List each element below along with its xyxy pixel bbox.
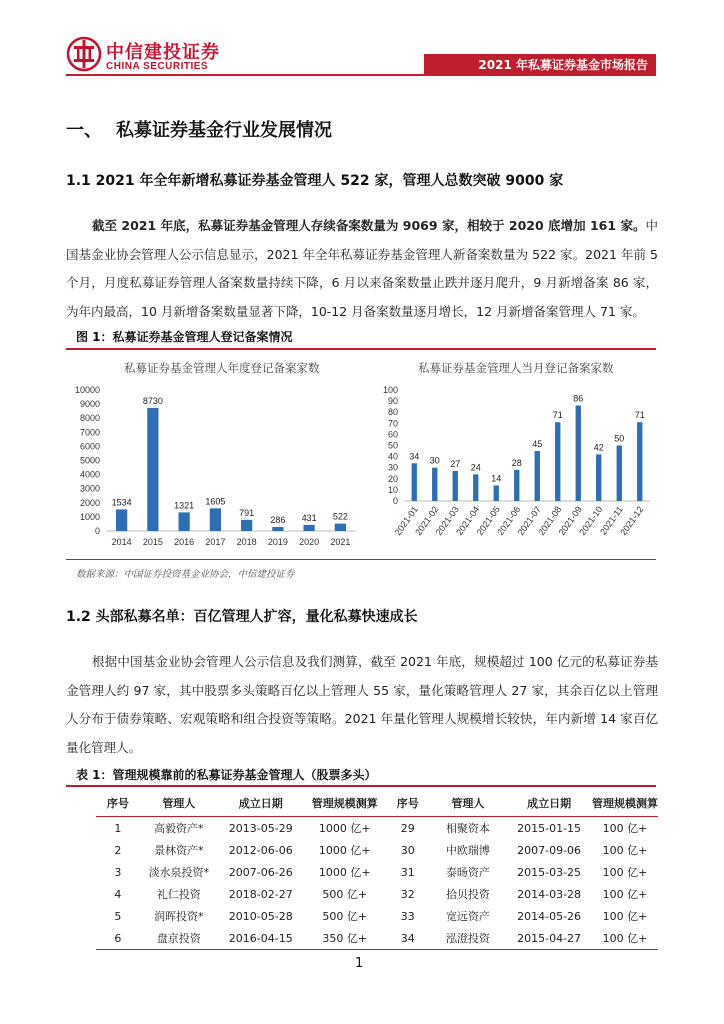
bar: [473, 474, 478, 501]
table-cell: 350 亿+: [304, 927, 386, 950]
data-label: 1321: [174, 500, 195, 511]
figure-source: 数据来源：中国证券投资基金业协会，中信建投证券: [76, 569, 295, 580]
logo-english-name: CHINA SECURITIES: [106, 61, 209, 72]
bar: [514, 470, 519, 501]
logo-chinese-name: 中信建投证券: [106, 42, 220, 63]
x-tick-label: 2019: [267, 537, 288, 547]
monthly-registration-bar-chart: [372, 380, 656, 558]
table-cell: 2016-04-15: [218, 927, 304, 950]
table-row: [96, 905, 658, 927]
top-managers-table: [96, 789, 658, 950]
table-cell: 4: [114, 887, 122, 901]
y-tick-label: 10000: [74, 385, 100, 395]
figure-top-rule: [66, 348, 656, 350]
table-cell: 景林资产*: [154, 844, 204, 857]
subsection-2-heading: 1.2 头部私募名单：百亿管理人扩容，量化私募快速成长: [66, 609, 418, 625]
table-cell: 2007-06-26: [228, 865, 293, 879]
table-cell: 500 亿+: [322, 910, 368, 923]
data-label: 286: [270, 514, 286, 525]
monthly-chart-title: 私募证券基金管理人当月登记备案家数: [418, 361, 614, 375]
y-tick-label: 20: [387, 473, 398, 484]
figure-caption: 图 1：私募证券基金管理人登记备案情况: [76, 330, 293, 344]
x-tick-label: 2021: [330, 537, 351, 547]
report-title: 2021 年私募证券基金市场报告: [478, 58, 648, 72]
table-cell: 6: [96, 927, 140, 950]
col-header-date-2: 成立日期: [506, 789, 592, 817]
annual-registration-bar-chart: [66, 380, 362, 558]
y-tick-label: 40: [387, 451, 398, 462]
data-label: 27: [450, 459, 461, 470]
table-cell: 100 亿+: [602, 822, 648, 835]
data-label: 431: [301, 512, 317, 523]
bar: [555, 422, 560, 501]
table-cell: 100 亿+: [602, 888, 648, 901]
data-label: 86: [573, 393, 584, 404]
table-cell: 泰旸资产: [445, 866, 490, 879]
table-row: [96, 927, 658, 950]
y-tick-label: 8000: [79, 413, 100, 424]
x-tick-label: 2021-11: [598, 504, 625, 537]
header-divider: [66, 74, 656, 76]
x-tick-label: 2021-05: [474, 504, 502, 538]
table-cell: 宽远资产: [445, 910, 490, 923]
table-cell: 中欧瑞博: [445, 844, 490, 857]
table-cell: 1: [114, 821, 122, 835]
table-cell: 盘京投资: [140, 927, 218, 950]
table-top-rule: [66, 785, 656, 787]
data-label: 8730: [142, 395, 163, 406]
bar: [147, 408, 158, 531]
y-tick-label: 1000: [79, 511, 100, 522]
data-label: 71: [552, 410, 563, 421]
y-tick-label: 10: [387, 484, 398, 495]
table-cell: 33: [400, 909, 415, 923]
y-tick-label: 90: [387, 396, 398, 407]
data-label: 34: [409, 451, 420, 462]
table-cell: 2: [114, 843, 122, 857]
y-tick-label: 6000: [79, 441, 100, 452]
y-tick-label: 9000: [79, 399, 100, 410]
table-cell: 2014-03-28: [517, 887, 582, 901]
bar: [596, 454, 601, 501]
bar: [412, 463, 417, 501]
page-number: 1: [355, 956, 364, 971]
table-cell: 2013-05-29: [228, 821, 293, 835]
data-label: 45: [532, 439, 543, 450]
x-tick-label: 2016: [174, 537, 195, 547]
table-cell: 34: [386, 927, 430, 950]
y-tick-label: 0: [94, 526, 100, 536]
table-cell: 100 亿+: [602, 866, 648, 879]
data-label: 791: [239, 507, 255, 518]
x-tick-label: 2021-01: [392, 504, 420, 538]
table-caption: 表 1：管理规模靠前的私募证券基金管理人（股票多头）: [76, 768, 377, 782]
y-tick-label: 0: [392, 496, 398, 506]
table-cell: 1000 亿+: [318, 866, 371, 879]
table-cell: 3: [114, 865, 122, 879]
y-tick-label: 80: [387, 407, 398, 418]
subsection-2-paragraph: [66, 648, 658, 762]
data-label: 71: [634, 410, 645, 421]
table-cell: 32: [400, 887, 415, 901]
bar: [637, 422, 642, 501]
table-row: [96, 817, 658, 840]
paragraph-bold-lead: 截至 2021 年底，私募证券基金管理人存续备案数量为 9069 家，相较于 2020 底增加 161 家。: [92, 218, 646, 233]
table-cell: 2012-06-06: [228, 843, 293, 857]
table-cell: 29: [400, 821, 415, 835]
bar: [617, 446, 622, 502]
x-tick-label: 2021-04: [454, 504, 482, 538]
x-tick-label: 2020: [299, 537, 320, 547]
x-tick-label: 2021-02: [413, 504, 441, 538]
table-body: [96, 817, 658, 950]
annual-chart-title: 私募证券基金管理人年度登记备案家数: [124, 361, 320, 375]
section-title: 私募证券基金行业发展情况: [116, 120, 332, 141]
x-tick-label: 2021-06: [495, 504, 523, 538]
x-tick-label: 2021-08: [536, 504, 564, 538]
china-securities-emblem-icon: [66, 36, 102, 72]
data-label: 28: [511, 457, 522, 468]
data-label: 14: [491, 473, 502, 484]
bar: [241, 520, 252, 531]
data-label: 50: [614, 433, 625, 444]
section-number: 一、: [66, 120, 102, 141]
table-row: [96, 861, 658, 883]
paragraph-body: 根据中国基金业协会管理人公示信息及我们测算，截至 2021 年底，规模超过 100 亿元的私募证券基金管理人约 97 家，其中股票多头策略百亿以上管理人 55 家，量化策略管理人 27 家，其余百亿以上管理人分布于债券策略、宏观策略和组合投资等策略。2021 年量化管理人规模增长较快，年内新增 14 家百亿量化管理人。: [66, 654, 658, 755]
data-label: 24: [470, 462, 481, 473]
bar: [304, 525, 315, 531]
table-cell: 2014-05-26: [517, 909, 582, 923]
bar: [116, 509, 127, 531]
table-row: [96, 839, 658, 861]
col-header-manager-2: 管理人: [430, 789, 507, 817]
table-cell: 2010-05-28: [228, 909, 293, 923]
subsection-1-heading: 1.1 2021 年全年新增私募证券基金管理人 522 家，管理人总数突破 9000 家: [66, 173, 564, 189]
data-label: 42: [593, 442, 604, 453]
col-header-index: 序号: [96, 789, 140, 817]
x-tick-label: 2021-12: [618, 504, 646, 538]
bar: [179, 512, 190, 531]
bar: [272, 527, 283, 531]
table-cell: 礼仁投资: [156, 888, 201, 901]
section-heading: [66, 116, 332, 142]
col-header-aum: 管理规模测算: [304, 789, 386, 817]
y-tick-label: 70: [387, 418, 398, 429]
figure-bottom-rule: [66, 559, 656, 560]
bar: [494, 485, 499, 501]
bar: [576, 406, 581, 501]
data-label: 1534: [111, 497, 132, 508]
y-tick-label: 50: [387, 440, 398, 451]
bar: [432, 468, 437, 501]
x-tick-label: 2021-03: [433, 504, 461, 538]
x-tick-label: 2017: [205, 537, 226, 547]
table-cell: 淡水泉投资*: [148, 866, 210, 879]
table-cell: 2018-02-27: [228, 887, 293, 901]
table-cell: 2015-01-15: [517, 821, 582, 835]
table-cell: 31: [400, 865, 415, 879]
table-cell: 100 亿+: [602, 844, 648, 857]
col-header-index-2: 序号: [386, 789, 430, 817]
table-cell: 相聚资本: [445, 822, 490, 835]
table-row: [96, 883, 658, 905]
col-header-date: 成立日期: [218, 789, 304, 817]
y-tick-label: 60: [387, 429, 398, 440]
table-cell: 润晖投资*: [154, 910, 204, 923]
table-cell: 500 亿+: [322, 888, 368, 901]
col-header-aum-2: 管理规模测算: [592, 789, 658, 817]
y-tick-label: 30: [387, 462, 398, 473]
x-tick-label: 2014: [111, 537, 132, 547]
table-cell: 100 亿+: [592, 927, 658, 950]
table-header-row: [96, 789, 658, 817]
table-cell: 1000 亿+: [318, 822, 371, 835]
subsection-1-paragraph: [66, 212, 658, 326]
company-logo: [66, 36, 226, 76]
table-cell: 拾贝投资: [445, 888, 490, 901]
x-tick-label: 2021-09: [556, 504, 584, 538]
bar: [335, 524, 346, 531]
data-label: 522: [332, 511, 348, 522]
y-tick-label: 4000: [79, 469, 100, 480]
table-cell: 高毅资产*: [154, 822, 204, 835]
header-title-bar: [424, 54, 656, 74]
x-tick-label: 2021-07: [515, 504, 543, 538]
table-cell: 泓澄投资: [430, 927, 507, 950]
bar: [453, 471, 458, 501]
bar: [535, 451, 540, 501]
y-tick-label: 3000: [79, 483, 100, 494]
table-cell: 100 亿+: [602, 910, 648, 923]
table-cell: 1000 亿+: [318, 844, 371, 857]
table-cell: 2015-03-25: [517, 865, 582, 879]
table-cell: 30: [400, 843, 415, 857]
y-tick-label: 5000: [79, 455, 100, 466]
table-cell: 2007-09-06: [517, 843, 582, 857]
col-header-manager: 管理人: [140, 789, 218, 817]
data-label: 30: [429, 455, 440, 466]
y-tick-label: 2000: [79, 497, 100, 508]
y-tick-label: 7000: [79, 427, 100, 438]
bar: [210, 508, 221, 531]
y-tick-label: 100: [382, 385, 398, 395]
paragraph-body: 中国基金业协会管理人公示信息显示，2021 年全年私募证券基金管理人新备案数量为 522 家。2021 年前 5 个月，月度私募证券管理人备案数量持续下降，6 月以来备案数量止跌并逐月爬升，9 月新增备案 86 家，为年内最高，10 月新增备案数量显著下降，10-12 月备案数量逐月增长，12 月新增备案管理人 71 家。: [66, 218, 658, 319]
x-tick-label: 2021-10: [577, 504, 605, 538]
table-cell: 2015-04-27: [506, 927, 592, 950]
x-tick-label: 2015: [142, 537, 163, 547]
x-tick-label: 2018: [236, 537, 257, 547]
data-label: 1605: [205, 496, 226, 507]
table-cell: 5: [114, 909, 122, 923]
